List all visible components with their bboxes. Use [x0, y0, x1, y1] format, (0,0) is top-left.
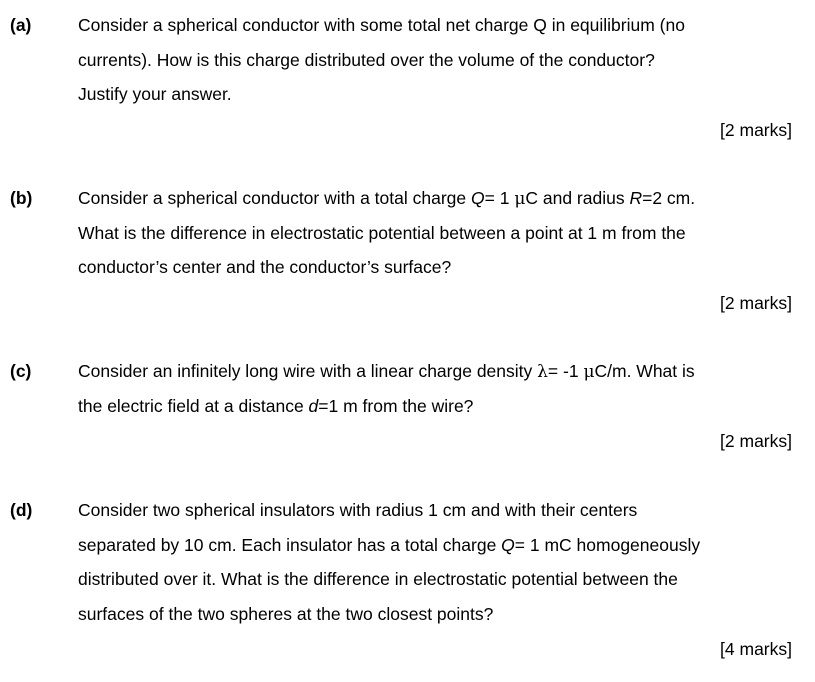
question-line: conductor’s center and the conductor’s surface?	[78, 257, 452, 277]
question-line: surfaces of the two spheres at the two closest points?	[78, 603, 494, 624]
question-label: (c)	[10, 361, 32, 381]
question-line: Consider an infinitely long wire with a linear charge density λ= -1 μC/m. What is	[78, 361, 695, 382]
question-text	[78, 493, 798, 631]
question-line: distributed over it. What is the difference in electrostatic potential between the	[78, 569, 678, 589]
question-line: the electric field at a distance d=1 m from the wire?	[78, 395, 474, 416]
marks-label: [4 marks]	[720, 639, 792, 659]
question-line: separated by 10 cm. Each insulator has a total charge Q= 1 mC homogeneously	[78, 534, 701, 555]
question-line: currents). How is this charge distributed over the volume of the conductor?	[78, 49, 655, 70]
marks-label: [2 marks]	[720, 120, 792, 140]
question-text	[78, 181, 798, 285]
marks-label: [2 marks]	[720, 293, 792, 313]
question-label: (d)	[10, 500, 33, 520]
marks-label: [2 marks]	[720, 431, 792, 451]
question-line: Consider two spherical insulators with radius 1 cm and with their centers	[78, 500, 638, 520]
question-label: (b)	[10, 188, 33, 208]
question-label: (a)	[10, 15, 32, 35]
question-line: Justify your answer.	[78, 84, 232, 104]
question-line: Consider a spherical conductor with some total net charge Q in equilibrium (no	[78, 15, 685, 35]
question-line: What is the difference in electrostatic potential between a point at 1 m from the	[78, 222, 686, 243]
question-text	[78, 354, 798, 423]
question-text	[78, 8, 798, 112]
question-line: Consider a spherical conductor with a total charge Q= 1 μC and radius R=2 cm.	[78, 188, 696, 209]
